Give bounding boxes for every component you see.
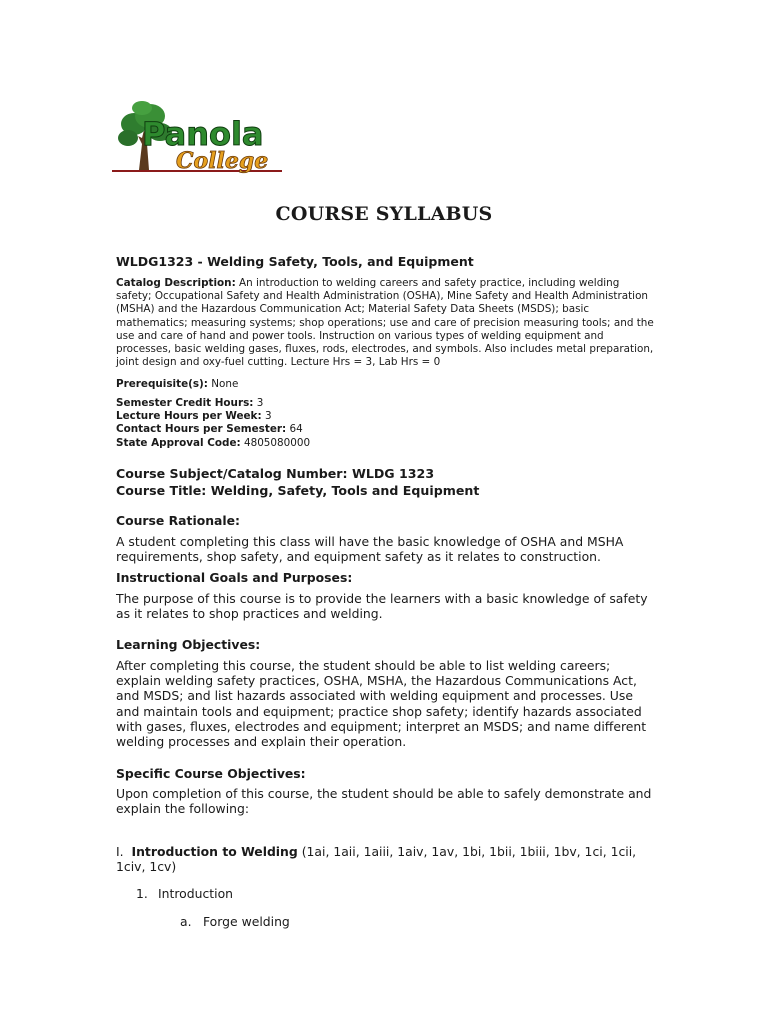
- list-subitem-text: Forge welding: [203, 914, 290, 929]
- list-item-text: Introduction: [158, 886, 234, 901]
- course-subject-block: [116, 465, 656, 499]
- goals-text: The purpose of this course is to provide the learners with a basic knowledge of safety as it relates to shop practices and welding.: [116, 591, 648, 622]
- prereq-label: Prerequisite(s):: [116, 378, 208, 390]
- course-title-value: Welding, Safety, Tools and Equipment: [210, 483, 480, 498]
- list-subitem: [180, 914, 290, 929]
- catalog-label: Catalog Description:: [116, 277, 236, 289]
- contact-hours-label: Contact Hours per Semester:: [116, 423, 287, 436]
- credit-hours-label: Semester Credit Hours:: [116, 397, 254, 409]
- specific-objectives-heading: Specific Course Objectives:: [116, 766, 306, 781]
- specific-objectives-text: Upon completion of this course, the student should be able to safely demonstrate and explain the following:: [116, 786, 652, 817]
- credit-hours-value: 3: [256, 397, 264, 409]
- lecture-hours-label: Lecture Hours per Week:: [116, 410, 262, 423]
- catalog-description: [116, 277, 656, 369]
- course-title-label: Course Title:: [116, 483, 207, 498]
- tree-logo-icon: [112, 100, 284, 182]
- college-logo: [112, 100, 284, 182]
- prerequisites: [116, 378, 656, 391]
- logo-college-text: College: [176, 148, 269, 174]
- approval-code-value: 4805080000: [243, 436, 311, 449]
- subject-number-value: WLDG 1323: [351, 466, 435, 481]
- prereq-value: None: [211, 378, 239, 390]
- list-item: [136, 886, 233, 901]
- catalog-text: An introduction to welding careers and safety practice, including welding safety; Occupational Safety and Health Administration (OSHA), Mine Safety and Health Administration (MSHA) and the Hazardous Communication Act; Material Safety Data Sheets (MSDS); basic mathematics; measuring systems; shop operations; use and care of precision measuring tools; and the use and care of hand and power tools. Instruction on various types of welding equipment and processes, basic welding gases, fluxes, rods, electrodes, and symbols. Also includes metal preparation, joint design and oxy-fuel cutting. Lecture Hrs = 3, Lab Hrs = 0: [116, 277, 654, 369]
- logo-panola-text: Panola: [142, 115, 264, 153]
- page-title: COURSE SYLLABUS: [275, 203, 493, 225]
- learning-objectives-text: After completing this course, the student should be able to list welding careers; explain welding safety practices, OSHA, MSHA, the Hazardous Communications Act, and MSDS; and list hazards associated with welding equipment and processes. Use and maintain tools and equipment; practice shop safety; identify hazards associated with gases, fluxes, electrodes and equipment; interpret an MSDS; and name different welding processes and explain their operation.: [116, 658, 647, 750]
- list-item-number: 1.: [136, 886, 148, 901]
- section-introduction-to-welding: [116, 844, 656, 874]
- section-numeral: I.: [116, 844, 124, 859]
- list-subitem-letter: a.: [180, 914, 192, 929]
- lecture-hours-value: 3: [264, 410, 272, 423]
- rationale-text: A student completing this class will have the basic knowledge of OSHA and MSHA requirements, shop safety, and equipment safety as it relates to construction.: [116, 534, 624, 565]
- hours-block: [116, 397, 656, 450]
- subject-number-label: Course Subject/Catalog Number:: [116, 466, 348, 481]
- approval-code-label: State Approval Code:: [116, 436, 241, 449]
- contact-hours-value: 64: [289, 423, 303, 436]
- rationale-heading: Course Rationale:: [116, 513, 241, 528]
- course-heading: WLDG1323 - Welding Safety, Tools, and Equipment: [116, 254, 474, 269]
- section-title: Introduction to Welding: [131, 844, 298, 859]
- goals-heading: Instructional Goals and Purposes:: [116, 570, 353, 585]
- section-refs: (1ai, 1aii, 1aiii, 1aiv, 1av, 1bi, 1bii, 1biii, 1bv, 1ci, 1cii, 1civ, 1cv): [116, 844, 637, 875]
- learning-objectives-heading: Learning Objectives:: [116, 637, 261, 652]
